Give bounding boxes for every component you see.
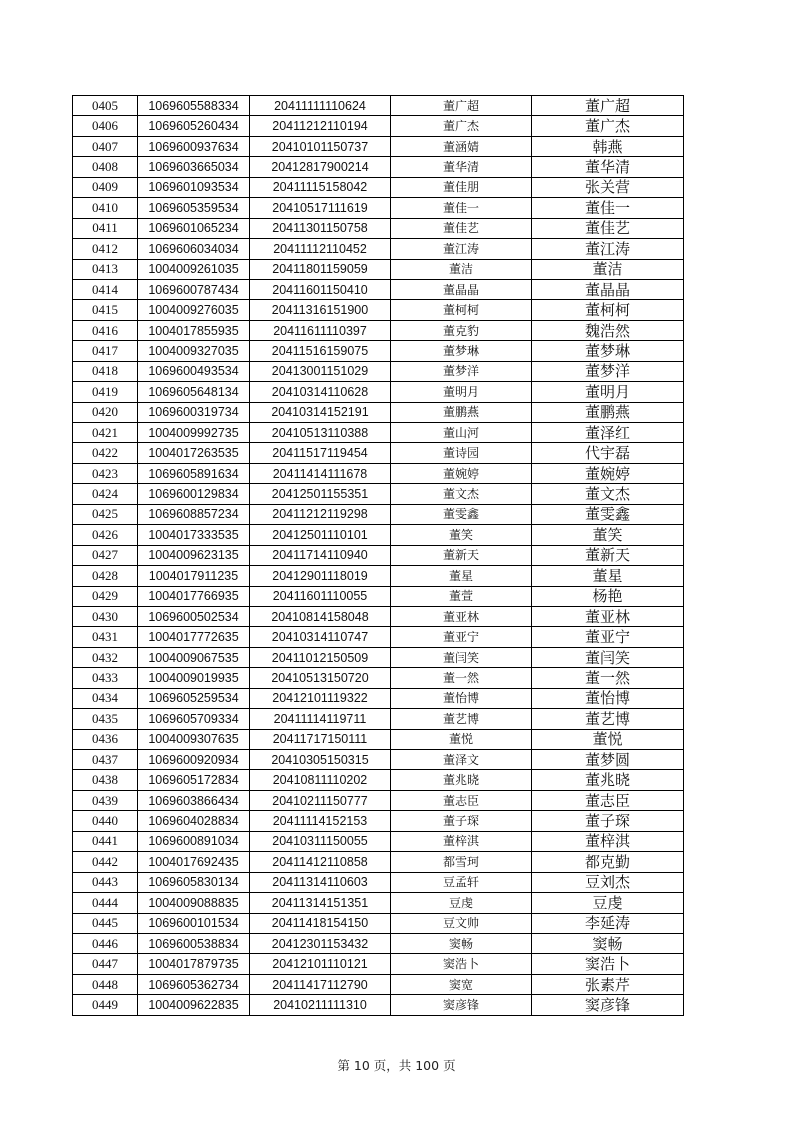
exam-id-cell: 20412101119322 — [250, 688, 391, 708]
sequence-number-cell: 0408 — [73, 157, 138, 177]
sequence-number-cell: 0435 — [73, 709, 138, 729]
sequence-number-cell: 0416 — [73, 320, 138, 340]
table-row — [73, 423, 684, 443]
confirmed-name-cell: 董鹏燕 — [532, 402, 684, 422]
confirmed-name-cell: 董梓淇 — [532, 831, 684, 851]
confirmed-name-cell: 董悦 — [532, 729, 684, 749]
sequence-number-cell: 0446 — [73, 933, 138, 953]
table-row — [73, 525, 684, 545]
sequence-number-cell: 0420 — [73, 402, 138, 422]
exam-id-cell: 20411517119454 — [250, 443, 391, 463]
exam-id-cell: 20413001151029 — [250, 361, 391, 381]
exam-id-cell: 20411314151351 — [250, 893, 391, 913]
table-row — [73, 995, 684, 1015]
registered-name-cell: 董艺博 — [391, 709, 532, 729]
roster-table — [72, 95, 684, 1016]
sequence-number-cell: 0414 — [73, 279, 138, 299]
table-row — [73, 136, 684, 156]
registration-id-cell: 1004017911235 — [138, 566, 250, 586]
sequence-number-cell: 0427 — [73, 545, 138, 565]
table-row — [73, 259, 684, 279]
confirmed-name-cell: 董志臣 — [532, 790, 684, 810]
table-row — [73, 402, 684, 422]
registration-id-cell: 1069606034034 — [138, 239, 250, 259]
table-row — [73, 504, 684, 524]
sequence-number-cell: 0434 — [73, 688, 138, 708]
registration-id-cell: 1069604028834 — [138, 811, 250, 831]
registered-name-cell: 董华清 — [391, 157, 532, 177]
sequence-number-cell: 0421 — [73, 423, 138, 443]
table-row — [73, 463, 684, 483]
confirmed-name-cell: 董明月 — [532, 382, 684, 402]
registered-name-cell: 董泽文 — [391, 750, 532, 770]
exam-id-cell: 20411114152153 — [250, 811, 391, 831]
confirmed-name-cell: 窦浩卜 — [532, 954, 684, 974]
sequence-number-cell: 0410 — [73, 198, 138, 218]
sequence-number-cell: 0405 — [73, 96, 138, 116]
registration-id-cell: 1004009067535 — [138, 647, 250, 667]
registration-id-cell: 1069605260434 — [138, 116, 250, 136]
confirmed-name-cell: 董佳艺 — [532, 218, 684, 238]
registration-id-cell: 1069600493534 — [138, 361, 250, 381]
exam-id-cell: 20410513110388 — [250, 423, 391, 443]
sequence-number-cell: 0413 — [73, 259, 138, 279]
table-row — [73, 606, 684, 626]
sequence-number-cell: 0445 — [73, 913, 138, 933]
exam-id-cell: 20410314152191 — [250, 402, 391, 422]
confirmed-name-cell: 董华清 — [532, 157, 684, 177]
registered-name-cell: 董新天 — [391, 545, 532, 565]
confirmed-name-cell: 董佳一 — [532, 198, 684, 218]
registration-id-cell: 1069600538834 — [138, 933, 250, 953]
confirmed-name-cell: 董柯柯 — [532, 300, 684, 320]
registration-id-cell: 1004017772635 — [138, 627, 250, 647]
registration-id-cell: 1069601065234 — [138, 218, 250, 238]
confirmed-name-cell: 董兆晓 — [532, 770, 684, 790]
confirmed-name-cell: 董一然 — [532, 668, 684, 688]
confirmed-name-cell: 张素芹 — [532, 974, 684, 994]
sequence-number-cell: 0433 — [73, 668, 138, 688]
registered-name-cell: 董悦 — [391, 729, 532, 749]
sequence-number-cell: 0406 — [73, 116, 138, 136]
table-row — [73, 157, 684, 177]
registered-name-cell: 董鹏燕 — [391, 402, 532, 422]
exam-id-cell: 20411111110624 — [250, 96, 391, 116]
confirmed-name-cell: 董洁 — [532, 259, 684, 279]
sequence-number-cell: 0431 — [73, 627, 138, 647]
confirmed-name-cell: 董星 — [532, 566, 684, 586]
confirmed-name-cell: 董江涛 — [532, 239, 684, 259]
registered-name-cell: 董克豹 — [391, 320, 532, 340]
table-row — [73, 627, 684, 647]
registered-name-cell: 董子琛 — [391, 811, 532, 831]
exam-id-cell: 20410211150777 — [250, 790, 391, 810]
registration-id-cell: 1069605648134 — [138, 382, 250, 402]
table-row — [73, 729, 684, 749]
registration-id-cell: 1069605359534 — [138, 198, 250, 218]
exam-id-cell: 20410314110747 — [250, 627, 391, 647]
registration-id-cell: 1004017855935 — [138, 320, 250, 340]
exam-id-cell: 20412501155351 — [250, 484, 391, 504]
registered-name-cell: 董亚宁 — [391, 627, 532, 647]
sequence-number-cell: 0423 — [73, 463, 138, 483]
sequence-number-cell: 0442 — [73, 852, 138, 872]
registration-id-cell: 1069600319734 — [138, 402, 250, 422]
registered-name-cell: 窦宽 — [391, 974, 532, 994]
registered-name-cell: 董诗园 — [391, 443, 532, 463]
sequence-number-cell: 0422 — [73, 443, 138, 463]
table-row — [73, 341, 684, 361]
registered-name-cell: 豆文帅 — [391, 913, 532, 933]
registration-id-cell: 1069605891634 — [138, 463, 250, 483]
sequence-number-cell: 0417 — [73, 341, 138, 361]
table-row — [73, 852, 684, 872]
registration-id-cell: 1069605362734 — [138, 974, 250, 994]
registration-id-cell: 1069605830134 — [138, 872, 250, 892]
sequence-number-cell: 0425 — [73, 504, 138, 524]
confirmed-name-cell: 董梦圆 — [532, 750, 684, 770]
exam-id-cell: 20411012150509 — [250, 647, 391, 667]
confirmed-name-cell: 窦畅 — [532, 933, 684, 953]
registered-name-cell: 董晶晶 — [391, 279, 532, 299]
confirmed-name-cell: 董雯鑫 — [532, 504, 684, 524]
table-row — [73, 382, 684, 402]
exam-id-cell: 20411417112790 — [250, 974, 391, 994]
registered-name-cell: 窦彦锋 — [391, 995, 532, 1015]
registered-name-cell: 董星 — [391, 566, 532, 586]
sequence-number-cell: 0419 — [73, 382, 138, 402]
table-row — [73, 647, 684, 667]
table-row — [73, 688, 684, 708]
table-row — [73, 279, 684, 299]
registration-id-cell: 1004009622835 — [138, 995, 250, 1015]
table-row — [73, 750, 684, 770]
exam-id-cell: 20410517111619 — [250, 198, 391, 218]
registration-id-cell: 1004017263535 — [138, 443, 250, 463]
exam-id-cell: 20411717150111 — [250, 729, 391, 749]
sequence-number-cell: 0449 — [73, 995, 138, 1015]
table-row — [73, 361, 684, 381]
registration-id-cell: 1004009327035 — [138, 341, 250, 361]
registration-id-cell: 1069601093534 — [138, 177, 250, 197]
sequence-number-cell: 0409 — [73, 177, 138, 197]
confirmed-name-cell: 董笑 — [532, 525, 684, 545]
confirmed-name-cell: 董广超 — [532, 96, 684, 116]
sequence-number-cell: 0440 — [73, 811, 138, 831]
registered-name-cell: 董萱 — [391, 586, 532, 606]
registered-name-cell: 董山河 — [391, 423, 532, 443]
exam-id-cell: 20412301153432 — [250, 933, 391, 953]
registration-id-cell: 1069605259534 — [138, 688, 250, 708]
registered-name-cell: 董柯柯 — [391, 300, 532, 320]
sequence-number-cell: 0438 — [73, 770, 138, 790]
confirmed-name-cell: 李延涛 — [532, 913, 684, 933]
exam-id-cell: 20410211111310 — [250, 995, 391, 1015]
registered-name-cell: 董一然 — [391, 668, 532, 688]
sequence-number-cell: 0436 — [73, 729, 138, 749]
table-row — [73, 913, 684, 933]
confirmed-name-cell: 豆虔 — [532, 893, 684, 913]
registered-name-cell: 董闫笑 — [391, 647, 532, 667]
table-row — [73, 668, 684, 688]
exam-id-cell: 20410314110628 — [250, 382, 391, 402]
confirmed-name-cell: 董梦洋 — [532, 361, 684, 381]
confirmed-name-cell: 董婉婷 — [532, 463, 684, 483]
registration-id-cell: 1004017692435 — [138, 852, 250, 872]
sequence-number-cell: 0430 — [73, 606, 138, 626]
confirmed-name-cell: 杨艳 — [532, 586, 684, 606]
registered-name-cell: 董江涛 — [391, 239, 532, 259]
exam-id-cell: 20411611110397 — [250, 320, 391, 340]
confirmed-name-cell: 张关营 — [532, 177, 684, 197]
registration-id-cell: 1069603866434 — [138, 790, 250, 810]
table-row — [73, 116, 684, 136]
confirmed-name-cell: 董闫笑 — [532, 647, 684, 667]
registered-name-cell: 董笑 — [391, 525, 532, 545]
table-row — [73, 443, 684, 463]
registration-id-cell: 1069600937634 — [138, 136, 250, 156]
registration-id-cell: 1069605588334 — [138, 96, 250, 116]
table-row — [73, 872, 684, 892]
registered-name-cell: 董梓淇 — [391, 831, 532, 851]
registered-name-cell: 董亚林 — [391, 606, 532, 626]
table-row — [73, 177, 684, 197]
registered-name-cell: 董佳一 — [391, 198, 532, 218]
registered-name-cell: 董广杰 — [391, 116, 532, 136]
registration-id-cell: 1004017766935 — [138, 586, 250, 606]
sequence-number-cell: 0448 — [73, 974, 138, 994]
registration-id-cell: 1069605172834 — [138, 770, 250, 790]
confirmed-name-cell: 董亚林 — [532, 606, 684, 626]
sequence-number-cell: 0429 — [73, 586, 138, 606]
table-row — [73, 198, 684, 218]
registration-id-cell: 1069608857234 — [138, 504, 250, 524]
table-row — [73, 831, 684, 851]
exam-id-cell: 20410311150055 — [250, 831, 391, 851]
registration-id-cell: 1069605709334 — [138, 709, 250, 729]
table-row — [73, 96, 684, 116]
table-row — [73, 811, 684, 831]
exam-id-cell: 20411412110858 — [250, 852, 391, 872]
table-row — [73, 320, 684, 340]
sequence-number-cell: 0437 — [73, 750, 138, 770]
confirmed-name-cell: 董亚宁 — [532, 627, 684, 647]
table-row — [73, 300, 684, 320]
exam-id-cell: 20411112110452 — [250, 239, 391, 259]
exam-id-cell: 20411316151900 — [250, 300, 391, 320]
registration-id-cell: 1004017333535 — [138, 525, 250, 545]
registered-name-cell: 董文杰 — [391, 484, 532, 504]
registration-id-cell: 1004009088835 — [138, 893, 250, 913]
exam-id-cell: 20411414111678 — [250, 463, 391, 483]
registered-name-cell: 董广超 — [391, 96, 532, 116]
registration-id-cell: 1069600920934 — [138, 750, 250, 770]
exam-id-cell: 20411212119298 — [250, 504, 391, 524]
registered-name-cell: 董洁 — [391, 259, 532, 279]
sequence-number-cell: 0424 — [73, 484, 138, 504]
registered-name-cell: 窦畅 — [391, 933, 532, 953]
exam-id-cell: 20410101150737 — [250, 136, 391, 156]
sequence-number-cell: 0443 — [73, 872, 138, 892]
table-row — [73, 566, 684, 586]
exam-id-cell: 20411115158042 — [250, 177, 391, 197]
sequence-number-cell: 0432 — [73, 647, 138, 667]
registered-name-cell: 董婉婷 — [391, 463, 532, 483]
exam-id-cell: 20411516159075 — [250, 341, 391, 361]
confirmed-name-cell: 都克勤 — [532, 852, 684, 872]
registration-id-cell: 1069600129834 — [138, 484, 250, 504]
exam-id-cell: 20412817900214 — [250, 157, 391, 177]
exam-id-cell: 20410811110202 — [250, 770, 391, 790]
registered-name-cell: 董明月 — [391, 382, 532, 402]
exam-id-cell: 20411418154150 — [250, 913, 391, 933]
exam-id-cell: 20410513150720 — [250, 668, 391, 688]
table-row — [73, 586, 684, 606]
registered-name-cell: 董怡博 — [391, 688, 532, 708]
registration-id-cell: 1004017879735 — [138, 954, 250, 974]
sequence-number-cell: 0418 — [73, 361, 138, 381]
registration-id-cell: 1004009623135 — [138, 545, 250, 565]
table-row — [73, 545, 684, 565]
confirmed-name-cell: 董泽红 — [532, 423, 684, 443]
registration-id-cell: 1004009019935 — [138, 668, 250, 688]
table-row — [73, 709, 684, 729]
registered-name-cell: 董佳朋 — [391, 177, 532, 197]
table-row — [73, 484, 684, 504]
table-row — [73, 974, 684, 994]
exam-id-cell: 20411714110940 — [250, 545, 391, 565]
table-row — [73, 893, 684, 913]
registered-name-cell: 董梦洋 — [391, 361, 532, 381]
registration-id-cell: 1004009992735 — [138, 423, 250, 443]
exam-id-cell: 20412501110101 — [250, 525, 391, 545]
confirmed-name-cell: 董广杰 — [532, 116, 684, 136]
confirmed-name-cell: 窦彦锋 — [532, 995, 684, 1015]
exam-id-cell: 20411212110194 — [250, 116, 391, 136]
registration-id-cell: 1069600101534 — [138, 913, 250, 933]
registered-name-cell: 董梦琳 — [391, 341, 532, 361]
exam-id-cell: 20411601150410 — [250, 279, 391, 299]
sequence-number-cell: 0447 — [73, 954, 138, 974]
roster-table-body — [73, 96, 684, 1016]
sequence-number-cell: 0415 — [73, 300, 138, 320]
confirmed-name-cell: 代宇磊 — [532, 443, 684, 463]
sequence-number-cell: 0426 — [73, 525, 138, 545]
exam-id-cell: 20412101110121 — [250, 954, 391, 974]
registration-id-cell: 1004009261035 — [138, 259, 250, 279]
confirmed-name-cell: 董艺博 — [532, 709, 684, 729]
sequence-number-cell: 0412 — [73, 239, 138, 259]
table-row — [73, 790, 684, 810]
sequence-number-cell: 0441 — [73, 831, 138, 851]
sequence-number-cell: 0407 — [73, 136, 138, 156]
registered-name-cell: 董佳艺 — [391, 218, 532, 238]
registered-name-cell: 都雪珂 — [391, 852, 532, 872]
registration-id-cell: 1004009307635 — [138, 729, 250, 749]
confirmed-name-cell: 董新天 — [532, 545, 684, 565]
registration-id-cell: 1069600891034 — [138, 831, 250, 851]
confirmed-name-cell: 董梦琳 — [532, 341, 684, 361]
sequence-number-cell: 0411 — [73, 218, 138, 238]
registered-name-cell: 董涵婧 — [391, 136, 532, 156]
confirmed-name-cell: 董文杰 — [532, 484, 684, 504]
registered-name-cell: 董雯鑫 — [391, 504, 532, 524]
table-row — [73, 933, 684, 953]
registration-id-cell: 1004009276035 — [138, 300, 250, 320]
confirmed-name-cell: 魏浩然 — [532, 320, 684, 340]
confirmed-name-cell: 韩燕 — [532, 136, 684, 156]
exam-id-cell: 20411314110603 — [250, 872, 391, 892]
exam-id-cell: 20410305150315 — [250, 750, 391, 770]
confirmed-name-cell: 董晶晶 — [532, 279, 684, 299]
sequence-number-cell: 0444 — [73, 893, 138, 913]
sequence-number-cell: 0428 — [73, 566, 138, 586]
registered-name-cell: 董兆晓 — [391, 770, 532, 790]
exam-id-cell: 20411114119711 — [250, 709, 391, 729]
exam-id-cell: 20411801159059 — [250, 259, 391, 279]
registered-name-cell: 窦浩卜 — [391, 954, 532, 974]
exam-id-cell: 20411601110055 — [250, 586, 391, 606]
registered-name-cell: 豆虔 — [391, 893, 532, 913]
table-row — [73, 239, 684, 259]
page-footer: 第 10 页，共 100 页 — [337, 1058, 456, 1073]
registration-id-cell: 1069600502534 — [138, 606, 250, 626]
confirmed-name-cell: 董子琛 — [532, 811, 684, 831]
exam-id-cell: 20410814158048 — [250, 606, 391, 626]
registration-id-cell: 1069603665034 — [138, 157, 250, 177]
registration-id-cell: 1069600787434 — [138, 279, 250, 299]
table-row — [73, 218, 684, 238]
registered-name-cell: 豆孟轩 — [391, 872, 532, 892]
sequence-number-cell: 0439 — [73, 790, 138, 810]
registered-name-cell: 董志臣 — [391, 790, 532, 810]
exam-id-cell: 20412901118019 — [250, 566, 391, 586]
confirmed-name-cell: 豆刘杰 — [532, 872, 684, 892]
table-row — [73, 954, 684, 974]
confirmed-name-cell: 董怡博 — [532, 688, 684, 708]
exam-id-cell: 20411301150758 — [250, 218, 391, 238]
table-row — [73, 770, 684, 790]
